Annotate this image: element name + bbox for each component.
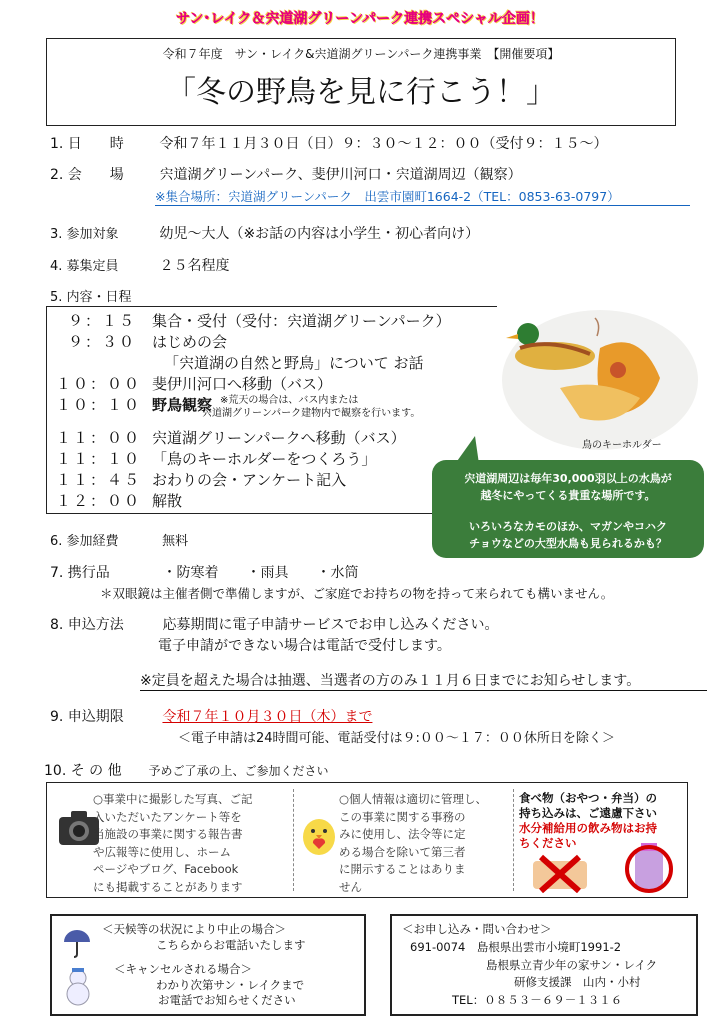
- bring-note: ＊双眼鏡は主催者側で準備しますが、ご家庭でお持ちの物を持って来られても構いません。: [100, 586, 614, 601]
- other-value: 予めご了承の上、ご参加ください: [148, 764, 329, 778]
- bubble-line: チョウなどの大型水鳥も見られるかも？: [469, 537, 667, 550]
- contact-address: 691-0074 島根県出雲市小境町1991-2: [410, 940, 622, 954]
- notes-box: [46, 782, 688, 898]
- schedule-list: [56, 310, 451, 511]
- apply-line1: 応募期間に電子申請サービスでお申し込みください。: [162, 617, 499, 633]
- schedule-text: 解散: [152, 492, 183, 510]
- drink-bottle-icon: [621, 841, 677, 897]
- capacity-row: [50, 255, 229, 275]
- user-cancel-heading: ＜キャンセルされる場合＞: [114, 962, 252, 976]
- schedule-item: [56, 310, 451, 331]
- schedule-text: 斐伊川河口へ移動（バス）: [152, 375, 333, 393]
- event-subtitle: 令和７年度 サン・レイク&宍道湖グリーンパーク連携事業 【開催要項】: [162, 47, 560, 61]
- keychain-photo: [500, 308, 700, 456]
- schedule-item: [56, 352, 451, 373]
- fee-value: 無料: [162, 534, 189, 549]
- venue-label: 2. 会 場: [50, 167, 124, 183]
- content-label: 5. 内容・日程: [50, 290, 132, 305]
- deadline-value: 令和７年１０月３０日（木）まで: [162, 709, 373, 725]
- lottery-note: ※定員を超えた場合は抽選、当選者の方のみ１１月６日までにお知らせします。: [140, 670, 707, 691]
- date-value: 令和７年１１月３０日（日）９：３０～１２：００（受付９：１５～）: [159, 136, 608, 152]
- apply-label: 8. 申込方法: [50, 617, 124, 633]
- no-food-icon: [525, 853, 595, 897]
- title-box: [46, 38, 676, 126]
- schedule-text: 「鳥のキーホルダーをつくろう」: [152, 450, 377, 468]
- bring-row: [50, 562, 358, 582]
- rain-note: ※荒天の場合は、バス内または 宍道湖グリーンパーク建物内で観察を行います。: [202, 395, 421, 419]
- weather-cancel-heading: ＜天候等の状況により中止の場合＞: [102, 922, 286, 936]
- contact-heading: ＜お申し込み・問い合わせ＞: [402, 922, 552, 936]
- target-value: 幼児～大人（※お話の内容は小学生・初心者向け）: [159, 226, 480, 242]
- schedule-text: 野鳥観察: [152, 396, 213, 414]
- venue-row: [50, 164, 522, 184]
- venue-value: 宍道湖グリーンパーク、斐伊川河口・宍道湖周辺（観察）: [159, 167, 522, 183]
- deadline-row: [50, 706, 372, 726]
- schedule-text: はじめの会: [152, 333, 228, 351]
- user-cancel-text: わかり次第サン・レイクまで: [156, 978, 305, 992]
- photo-note: ○事業中に撮影した写真、ご記 入いただいたアンケート等を 当施設の事業に関する報告書 や広報等に使用し、ホーム ページやブログ、Facebook にも掲載することがあります: [93, 792, 253, 894]
- weather-cancel-text: こちらからお電話いたします: [156, 938, 306, 952]
- cancel-box: [50, 914, 366, 1016]
- contact-box: [390, 914, 698, 1016]
- event-title: 「冬の野鳥を見に行こう！」: [166, 75, 556, 110]
- capacity-value: ２５名程度: [159, 258, 230, 274]
- schedule-time: １１：１０: [56, 450, 142, 468]
- schedule-item: [56, 469, 451, 490]
- bubble-line: 越冬にやってくる貴重な場所です。: [480, 489, 656, 502]
- schedule-item: [56, 490, 451, 511]
- schedule-time: ９：３０: [67, 333, 136, 351]
- meeting-place: ※集合場所：宍道湖グリーンパーク 出雲市園町1664-2（TEL：0853-63-0797）: [155, 187, 690, 206]
- user-cancel-text: お電話でお知らせください: [158, 993, 296, 1007]
- schedule-item: [56, 373, 451, 394]
- schedule-time: １０：００: [56, 375, 142, 393]
- schedule-text: 「宍道湖の自然と野鳥」について お話: [164, 354, 424, 372]
- bring-items: ・防寒着 ・雨具 ・水筒: [162, 565, 359, 581]
- target-row: [50, 223, 479, 243]
- schedule-text: 集合・受付（受付：宍道湖グリーンパーク）: [152, 312, 451, 330]
- privacy-note: ○個人情報は適切に管理し、 この事業に関する事務の みに使用し、法令等に定 める場合を除いて第三者 に開示することはありま せん: [339, 792, 488, 894]
- schedule-item: [56, 331, 451, 352]
- bring-label: 7. 携行品: [50, 565, 110, 581]
- date-label: 1. 日 時: [50, 136, 124, 152]
- schedule-time: １０：１０: [56, 396, 142, 414]
- chick-icon: [299, 813, 339, 865]
- capacity-label: 4. 募集定員: [50, 259, 119, 274]
- schedule-text: おわりの会・アンケート記入: [152, 471, 347, 489]
- other-row: [44, 760, 328, 780]
- event-banner: サン･レイク＆宍道湖グリーンパーク連携スペシャル企画！: [176, 11, 544, 27]
- fee-label: 6. 参加経費: [50, 534, 119, 549]
- deadline-label: 9. 申込期限: [50, 709, 124, 725]
- food-note: 食べ物（おやつ・弁当）の 持ち込みは、ご遠慮下さい 水分補給用の飲み物はお持 ちください: [519, 791, 657, 850]
- schedule-time: ９：１５: [67, 312, 136, 330]
- bubble-line: いろいろなカモのほか、マガンやコハク: [469, 520, 667, 533]
- schedule-text: 宍道湖グリーンパークへ移動（バス）: [152, 429, 406, 447]
- photo-caption: 鳥のキーホルダー: [582, 440, 662, 451]
- apply-line2: 電子申請ができない場合は電話で受付します。: [158, 638, 451, 654]
- apply-row: [50, 614, 498, 634]
- contact-tel[interactable]: TEL：０８５３－６９－１３１６: [452, 993, 623, 1007]
- deadline-note: ＜電子申請は24時間可能、電話受付は９:００～１７：００休所日を除く＞: [178, 731, 615, 746]
- target-label: 3. 参加対象: [50, 227, 119, 242]
- contact-org: 島根県立青少年の家サン・レイク: [486, 958, 658, 972]
- schedule-time: １１：００: [56, 429, 142, 447]
- schedule-item: [56, 427, 451, 448]
- snowman-icon: [64, 966, 92, 1010]
- date-row: [50, 133, 607, 153]
- fee-row: [50, 530, 188, 549]
- other-label: 10. そ の 他: [44, 763, 122, 779]
- schedule-time: １２：００: [56, 492, 142, 510]
- schedule-time: １１：４５: [56, 471, 142, 489]
- umbrella-icon: [62, 928, 92, 962]
- bubble-line: 宍道湖周辺は毎年30,000羽以上の水鳥が: [464, 472, 672, 485]
- info-bubble: [432, 460, 704, 558]
- schedule-item: [56, 394, 451, 427]
- schedule-item: [56, 448, 451, 469]
- contact-dept: 研修支援課 山内・小村: [514, 975, 641, 989]
